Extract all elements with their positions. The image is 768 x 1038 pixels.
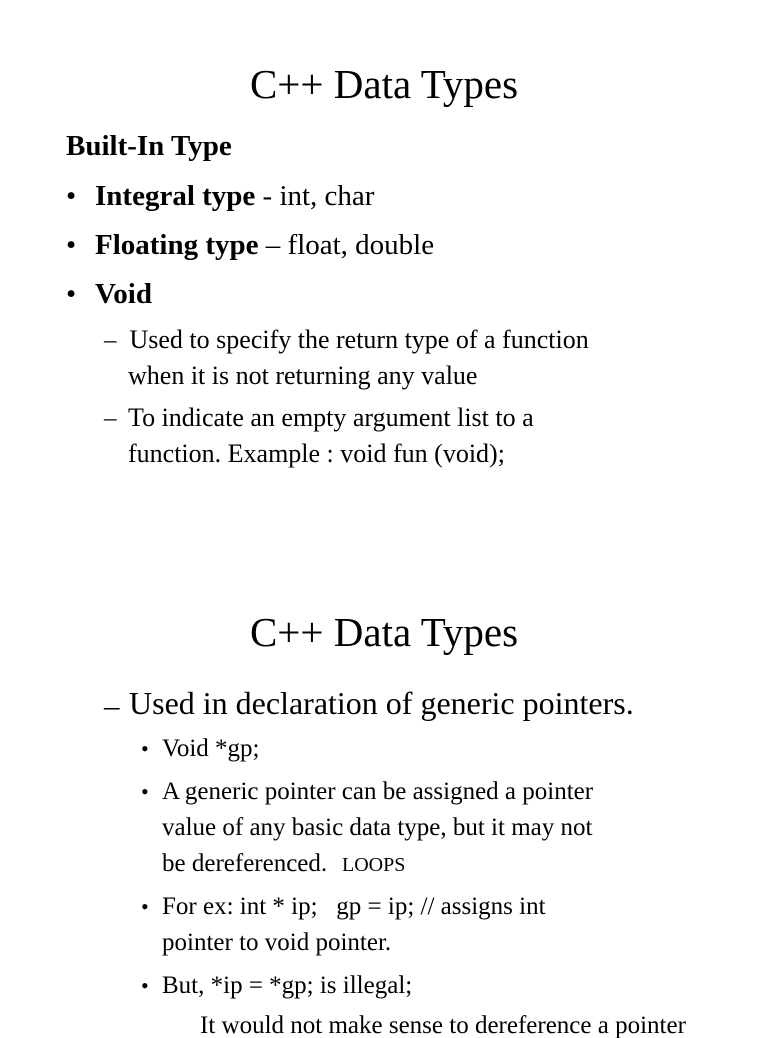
slide1-title: C++ Data Types xyxy=(249,61,519,107)
bullet-term: Integral type xyxy=(95,180,256,212)
bullet-icon: • xyxy=(66,278,77,310)
bullet-icon: • xyxy=(141,736,149,761)
bullet-icon: • xyxy=(141,894,149,919)
list-item-line: pointer to void pointer. xyxy=(162,929,392,956)
slide1-heading: Built-In Type xyxy=(66,130,232,162)
slide2-title: C++ Data Types xyxy=(249,609,519,655)
bullet-icon: • xyxy=(141,973,149,998)
overlay-tag: LOOPS xyxy=(342,854,406,876)
cut-off-line-text: It would not make sense to dereference a pointer xyxy=(200,1013,686,1038)
bullet-icon: • xyxy=(66,180,77,212)
list-item-line: value of any basic data type, but it may not xyxy=(162,814,593,841)
cut-off-line xyxy=(200,1013,760,1038)
dash-icon: – xyxy=(104,327,117,354)
list-item-line: A generic pointer can be assigned a pointer xyxy=(162,778,594,805)
list-item-line: Void *gp; xyxy=(162,735,260,762)
bullet-desc: - int, char xyxy=(255,180,375,212)
bullet-icon: • xyxy=(66,229,77,261)
sub-item-line: To indicate an empty argument list to a xyxy=(128,403,534,432)
sub-item-line: Used to specify the return type of a function xyxy=(123,325,589,354)
list-item-line: But, *ip = *gp; is illegal; xyxy=(162,972,413,999)
slide2-dash-line: Used in declaration of generic pointers. xyxy=(129,685,634,721)
bullet-void xyxy=(95,280,152,309)
sub-item-line: function. Example : void fun (void); xyxy=(128,439,505,468)
list-item-line: be dereferenced. xyxy=(162,850,328,877)
bullet-term: Floating type xyxy=(95,229,259,261)
bullet-desc: – float, double xyxy=(258,229,435,261)
bullet-integral-type xyxy=(95,182,374,211)
dash-icon: – xyxy=(104,405,117,432)
list-item-line: For ex: int * ip; gp = ip; // assigns int xyxy=(162,893,546,920)
dash-icon: – xyxy=(104,688,120,723)
bullet-icon: • xyxy=(141,779,149,804)
bullet-term: Void xyxy=(95,278,152,310)
sub-item-line: when it is not returning any value xyxy=(128,361,478,390)
bullet-floating-type xyxy=(95,231,434,260)
